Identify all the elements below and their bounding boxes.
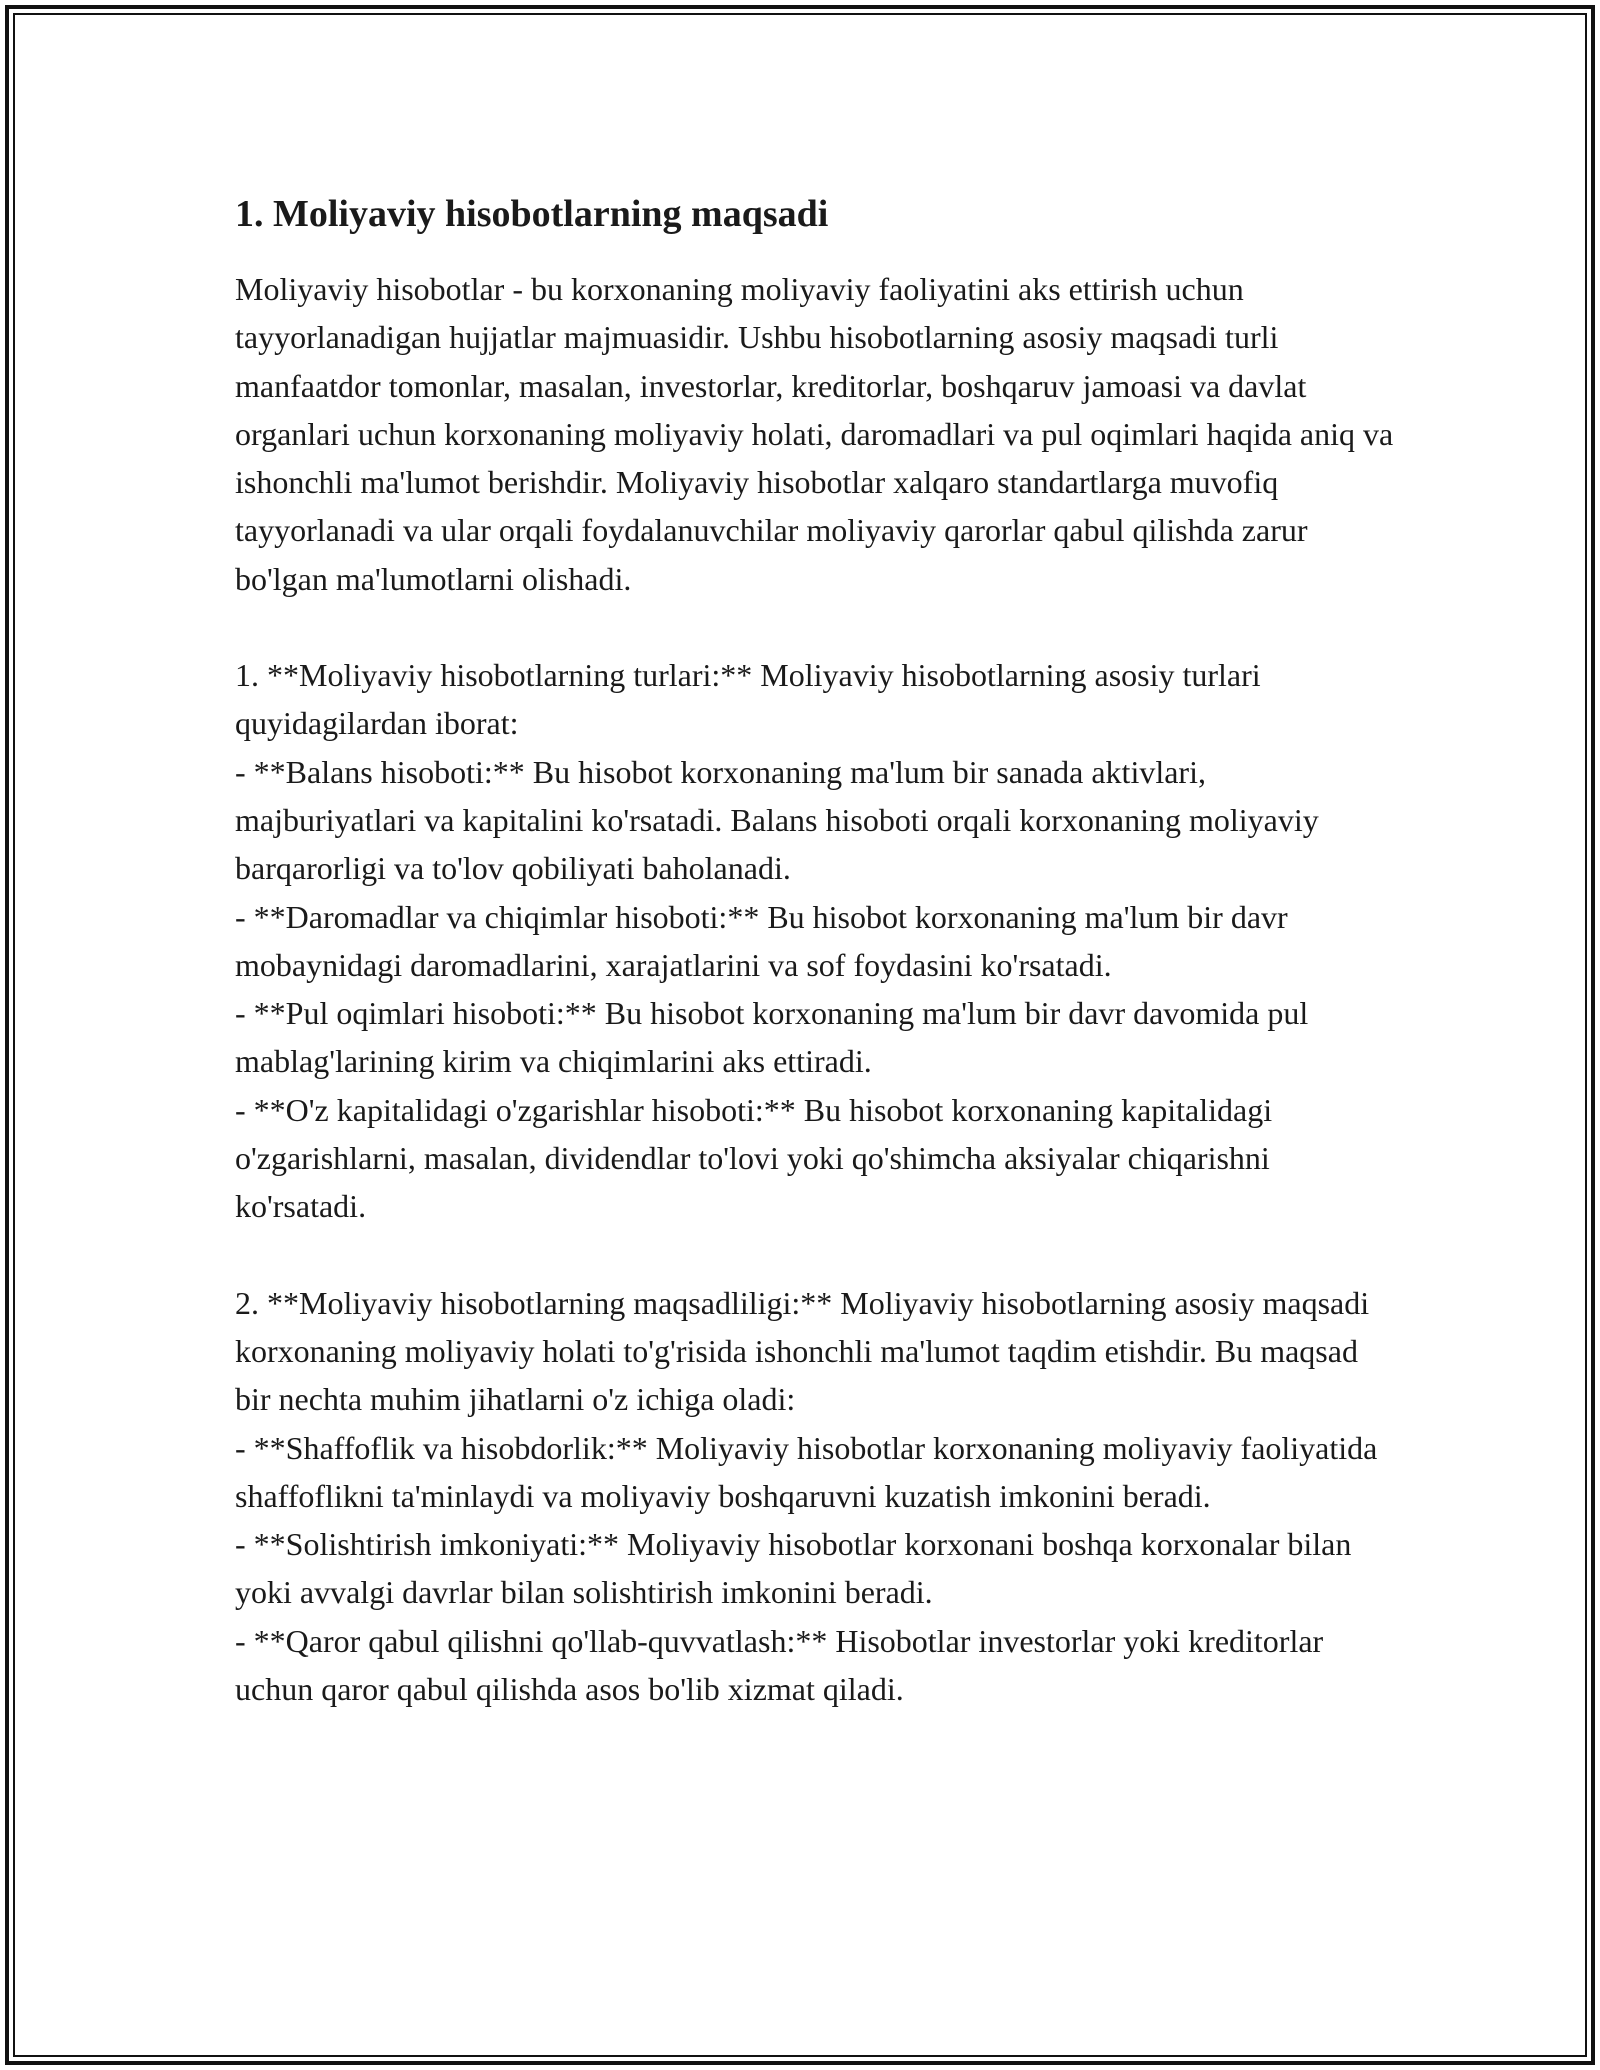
list-item-cash-flow: - **Pul oqimlari hisoboti:** Bu hisobot korxonaning ma'lum bir davr davomida pul mablag'larining kirim va chiqimlarini aks ettiradi. <box>235 995 1309 1080</box>
paragraph-spacer <box>235 603 1395 651</box>
list-item-decision-support: - **Qaror qabul qilishni qo'llab-quvvatlash:** Hisobotlar investorlar yoki kreditorlar uchun qaror qabul qilishda asos bo'lib xizmat qiladi. <box>235 1622 1324 1708</box>
intro-paragraph: Moliyaviy hisobotlar - bu korxonaning moliyaviy faoliyatini aks ettirish uchun tayyorlanadigan hujjatlar majmuasidir. Ushbu hisobotlarning asosiy maqsadi turli manfaatdor tomonlar, masalan, investorlar, kreditorlar, boshqaruv jamoasi va davlat organlari uchun korxonaning moliyaviy holati, daromadlari va pul oqimlari haqida aniq va ishonchli ma'lumot berishdir. Moliyaviy hisobotlar xalqaro standartlarga muvofiq tayyorlanadi va ular orqali foydalanuvchilar moliyaviy qarorlar qabul qilishda zarur bo'lgan ma'lumotlarni olishadi. <box>235 271 1394 597</box>
list-item-balance-sheet: - **Balans hisoboti:** Bu hisobot korxonaning ma'lum bir sanada aktivlari, majburiyatlari va kapitalini ko'rsatadi. Balans hisoboti orqali korxonaning moliyaviy barqarorligi va to'lov qobiliyati baholanadi. <box>235 753 1319 887</box>
list-item-comparability: - **Solishtirish imkoniyati:** Moliyaviy hisobotlar korxonani boshqa korxonalar bilan yoki avvalgi davrlar bilan solishtirish imkonini beradi. <box>235 1526 1352 1611</box>
document-body <box>235 185 1395 1713</box>
list-item-income-statement: - **Daromadlar va chiqimlar hisoboti:** Bu hisobot korxonaning ma'lum bir davr mobaynidagi daromadlarini, xarajatlarini va sof foydasini ko'rsatadi. <box>235 898 1288 983</box>
document-title: 1. Moliyaviy hisobotlarning maqsadi <box>235 193 829 235</box>
section-types-heading: 1. **Moliyaviy hisobotlarning turlari:** Moliyaviy hisobotlarning asosiy turlari quyidagilardan iborat: <box>235 657 1261 742</box>
list-item-transparency: - **Shaffoflik va hisobdorlik:** Moliyaviy hisobotlar korxonaning moliyaviy faoliyatida shaffoflikni ta'minlaydi va moliyaviy boshqaruvni kuzatish imkonini beradi. <box>235 1429 1378 1514</box>
list-item-equity-changes: - **O'z kapitalidagi o'zgarishlar hisoboti:** Bu hisobot korxonaning kapitalidagi o'zgarishlarni, masalan, dividendlar to'lovi yoki qo'shimcha aksiyalar chiqarishni ko'rsatadi. <box>235 1091 1273 1225</box>
section-purpose <box>235 1279 1395 1714</box>
section-types <box>235 651 1395 1231</box>
paragraph-spacer <box>235 1231 1395 1279</box>
section-purpose-heading: 2. **Moliyaviy hisobotlarning maqsadliligi:** Moliyaviy hisobotlarning asosiy maqsadi korxonaning moliyaviy holati to'g'risida ishonchli ma'lumot taqdim etishdir. Bu maqsad bir nechta muhim jihatlarni o'z ichiga oladi: <box>235 1284 1370 1418</box>
